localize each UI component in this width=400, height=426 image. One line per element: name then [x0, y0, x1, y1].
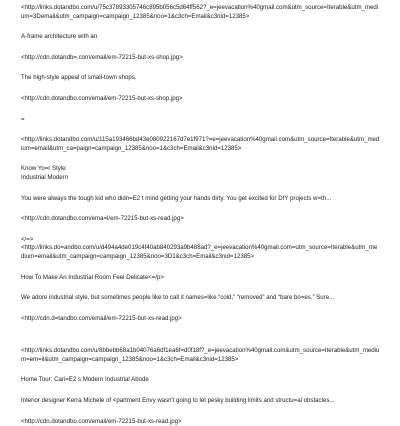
- link-url-3[interactable]: <http://links.do=andbo.com/u/d494a4de019c4f40ab840293a9b488ad?_e=jeevacation%40gmail.com=utm_source=Iterable&utm_medium=email&utm_campaign=campaign_12385&noo=3D1&c3ch=Email&c3nid=12385>: [21, 244, 378, 260]
- link-url-1[interactable]: <http://links.dotandbo.com/u/75c37893305746c895b056c5d64ff562?_e=jeevacation%40gmail.com&utm_source=Iterable&utm_medium=3Demail&utm_campaign=campaign_12385&noo=1&c3ch=Email&c3nid=12385>: [21, 4, 379, 20]
- text-adore-industrial: We adore industrial style, but sometimes people like to call it names=like “cold,” “removed” and “bare bo=es.” Sure...: [21, 294, 335, 302]
- image-url-read-1[interactable]: <http://cdn.dotandbo.com/ema=l/em-72215-but-xs-read.jpg>: [21, 215, 184, 223]
- image-url-read-3[interactable]: <http://cdn.dotandbo.com/email/em-72215-but-xs-read.jpg>: [21, 417, 182, 425]
- heading-industrial-modern: Industrial Modern: [21, 173, 69, 181]
- image-url-read-2[interactable]: <http://cdn.d=tandbo.com/email/em-72215-but-xs-read.jpg>: [21, 314, 182, 322]
- link-url-2[interactable]: <http://links.dotandbo.com/u/115a193466bd43e080922167d7e1f971?=e=jeevacation%40gmail.com&utm_source=Iterable&utm_medium=email&utm_ca=paign=campaign_12385&noo=1&c3ch=Email&c3nid=12385>: [21, 136, 380, 152]
- heading-industrial-room: How To Make An Industrial Room Feel Delicate<=/p>: [21, 273, 164, 281]
- link-url-4[interactable]: <http://links.dotandbo.com/u/8bbebb68a1b04076a6df1ea6f=d0f18f?_e=jeevacation%40gmail.com&utm_source=Iterable&utm_medium=em=il&utm_campaign=campaign_12385&noo=1&c3ch=Email&c3nid=12385>: [21, 347, 380, 363]
- text-small-town-shops: The high-style appeal of small-town shops.: [21, 74, 137, 82]
- image-url-shop-1[interactable]: <http://cdn.dotandb=.com/email/em-72215-but-xs-shop.jpg>: [21, 53, 183, 61]
- text-close-tag: </=>: [21, 235, 34, 243]
- text-a-frame: A-frame architecture with an: [21, 33, 98, 41]
- heading-home-tour: Home Tour: Cari=E2 s Modern Industrial Abode: [21, 376, 149, 384]
- text-equals: =: [21, 115, 25, 123]
- image-url-shop-2[interactable]: <http://cdn.dotandbo.com/email/em-72215-but-xs-shop.jpg>: [21, 94, 183, 102]
- text-tough-kid: You were always the tough kid who didn=E2 t mind getting your hands dirty. You get excited for DIY projects w=th...: [21, 194, 332, 202]
- text-interior-designer: Interior designer Kerra Michele of <partment Envy wasn't going to let pesky building limits and structu=al obstacles...: [21, 397, 335, 405]
- heading-know-your-style: Know Yo=r Style:: [21, 165, 68, 173]
